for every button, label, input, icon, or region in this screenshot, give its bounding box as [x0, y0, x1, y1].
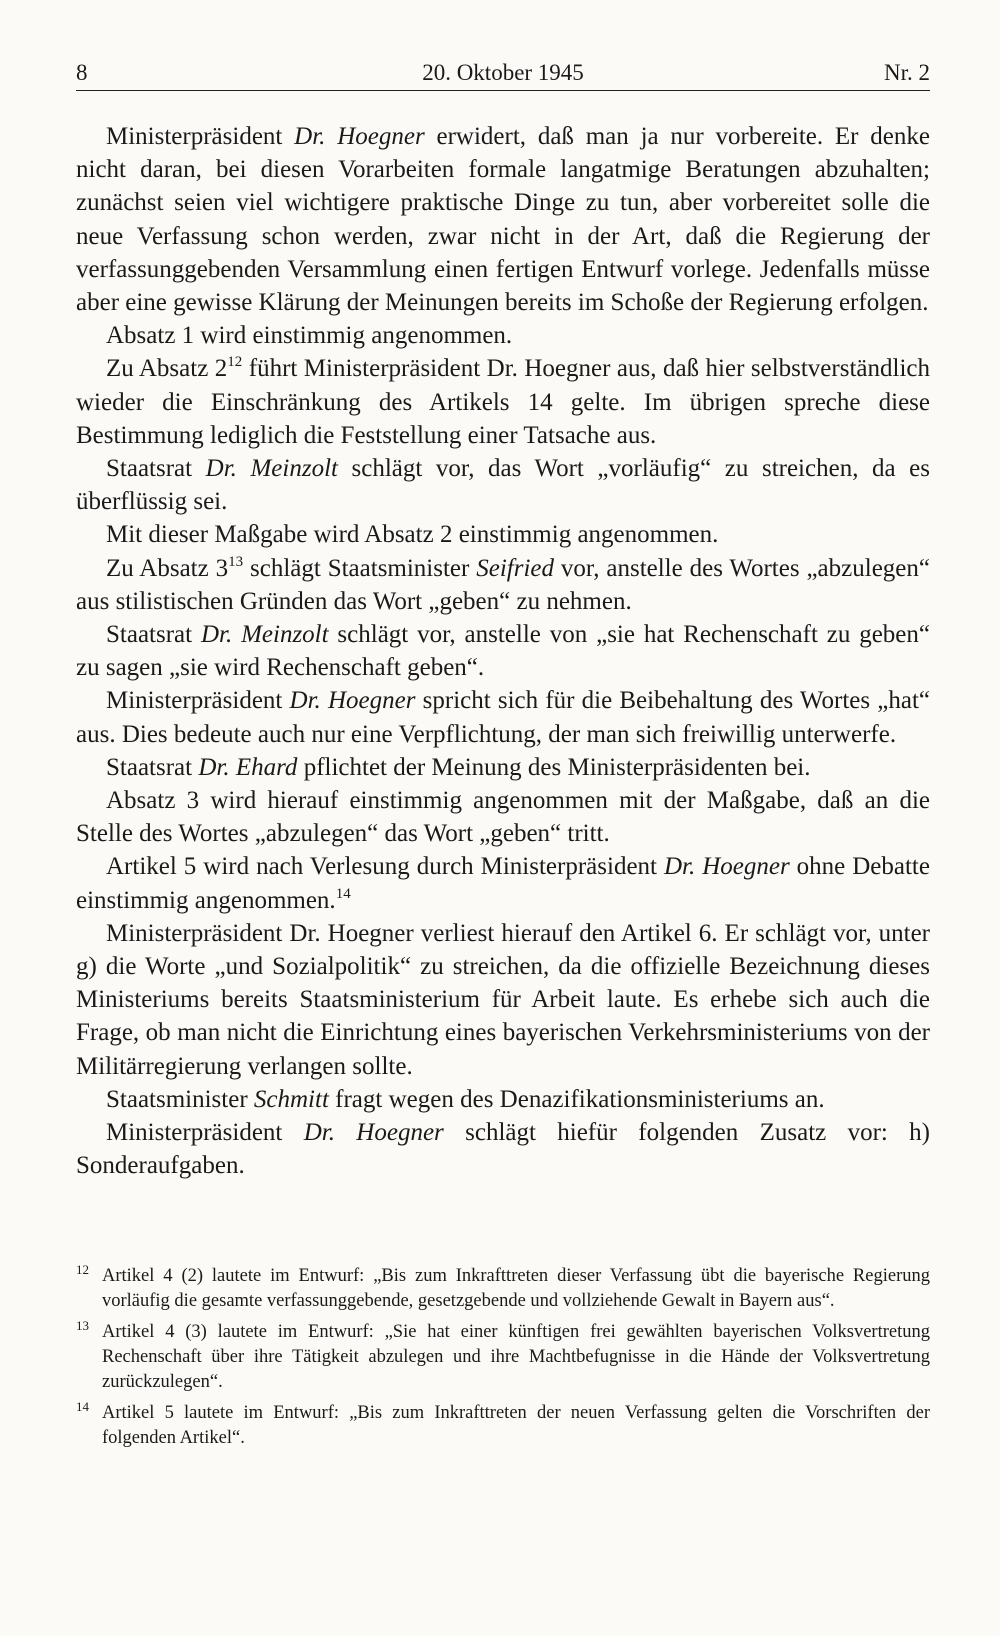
footnote — [76, 1264, 930, 1314]
paragraph-text: Mit dieser Maßgabe wird Absatz 2 einstimmig angenommen. — [106, 521, 719, 549]
paragraph-text: schlägt Staatsminister — [243, 554, 477, 582]
paragraph-text: Ministerpräsident — [106, 1119, 304, 1147]
paragraph-text: Absatz 3 wird hierauf einstimmig angenommen mit der Maßgabe, daß an die Stelle des Wortes „abzulegen“ das Wort „geben“ tritt. — [76, 787, 930, 848]
body-text — [76, 120, 930, 1183]
paragraph — [76, 319, 930, 352]
paragraph-text: Zu Absatz 3 — [106, 554, 229, 582]
header-issue: Nr. 2 — [884, 60, 930, 85]
speaker-name: Schmitt — [253, 1085, 329, 1113]
paragraph — [76, 552, 930, 618]
paragraph — [76, 352, 930, 452]
paragraph — [76, 784, 930, 850]
footnote — [76, 1320, 930, 1395]
paragraph — [76, 452, 930, 518]
footnote-number: 14 — [76, 1399, 89, 1414]
paragraph-text: Staatsrat — [106, 455, 206, 483]
paragraph-text: schlägt hiefür folgenden Zusatz vor: h) Sonderaufgaben. — [76, 1119, 930, 1180]
page-number: 8 — [76, 60, 88, 85]
footnote-ref: 12 — [227, 354, 243, 371]
running-header — [76, 56, 930, 91]
speaker-name: Dr. Ehard — [198, 753, 298, 781]
paragraph-text: vor, anstelle des Wortes „abzulegen“ aus stilistischen Gründen das Wort „geben“ zu nehmen. — [76, 554, 930, 615]
paragraph — [76, 1083, 930, 1116]
paragraph-text: Ministerpräsident Dr. Hoegner verliest hierauf den Artikel 6. Er schlägt vor, unter g) die Worte „und Sozialpolitik“ zu streichen, da die offizielle Bezeichnung dieses Ministeriums bereits Staatsministerium für Arbeit laute. Es erhebe sich auch die Frage, ob man nicht die Einrichtung eines bayerischen Verkehrsministeriums von der Militärregierung verlangen sollte. — [76, 919, 930, 1080]
footnote-text: Artikel 4 (2) lautete im Entwurf: „Bis zum Inkrafttreten dieser Verfassung übt die bayerische Regierung vorläufig die gesamte verfassunggebende, gesetzgebende und vollziehende Gewalt in Bayern aus“. — [102, 1266, 930, 1311]
paragraph — [76, 120, 930, 319]
paragraph — [76, 850, 930, 916]
footnote-ref: 14 — [335, 885, 351, 902]
paragraph-text: Staatsrat — [106, 621, 201, 649]
header-date: 20. Oktober 1945 — [422, 60, 584, 85]
paragraph-text: fragt wegen des Denazifikationsministeriums an. — [328, 1085, 825, 1113]
paragraph — [76, 618, 930, 684]
paragraph-text: Staatsminister — [106, 1085, 254, 1113]
paragraph — [76, 751, 930, 784]
paragraph-text: erwidert, daß man ja nur vorbereite. Er denke nicht daran, bei diesen Vorarbeiten formale langatmige Beratungen abzuhalten; zunächst seien viel wichtigere praktische Dinge zu tun, aber vorbereitet solle die neue Verfassung schon werden, zwar nicht in der Art, daß die Regierung der verfassunggebenden Versammlung einen fertigen Entwurf vorlege. Jedenfalls müsse aber eine gewisse Klärung der Meinungen bereits im Schoße der Regierung erfolgen. — [76, 123, 930, 317]
paragraph — [76, 518, 930, 551]
paragraph — [76, 1116, 930, 1182]
paragraph-text: Ministerpräsident — [106, 123, 295, 150]
paragraph-text: Artikel 5 wird nach Verlesung durch Ministerpräsident — [106, 853, 664, 881]
paragraph-text: spricht sich für die Beibehaltung des Wortes „hat“ aus. Dies bedeute auch nur eine Verpflichtung, der man sich freiwillig unterwerfe. — [76, 687, 930, 748]
footnote-ref: 13 — [228, 553, 244, 570]
paragraph-text: pflichtet der Meinung des Ministerpräsidenten bei. — [297, 753, 811, 781]
footnote — [76, 1401, 930, 1451]
footnote-number: 13 — [76, 1318, 89, 1333]
paragraph-text: Zu Absatz 2 — [106, 355, 228, 383]
speaker-name: Seifried — [476, 554, 555, 582]
paragraph-text: Ministerpräsident — [106, 687, 290, 715]
speaker-name: Dr. Hoegner — [663, 853, 790, 881]
paragraph — [76, 684, 930, 750]
paragraph-text: führt Ministerpräsident Dr. Hoegner aus, daß hier selbstverständlich wieder die Einschränkung des Artikels 14 gelte. Im übrigen spreche diese Bestimmung lediglich die Feststellung einer Tatsache aus. — [76, 355, 930, 449]
speaker-name: Dr. Meinzolt — [205, 455, 338, 483]
paragraph-text: schlägt vor, anstelle von „sie hat Rechenschaft zu geben“ zu sagen „sie wird Rechenschaft geben“. — [76, 621, 930, 682]
speaker-name: Dr. Hoegner — [303, 1119, 444, 1147]
speaker-name: Dr. Meinzolt — [200, 621, 329, 649]
paragraph-text: schlägt vor, das Wort „vorläufig“ zu streichen, da es überflüssig sei. — [76, 455, 930, 516]
paragraph-text: Absatz 1 wird einstimmig angenommen. — [106, 322, 513, 350]
speaker-name: Dr. Hoegner — [294, 123, 425, 150]
paragraph-text: ohne Debatte einstimmig angenommen. — [76, 853, 930, 914]
footnote-text: Artikel 5 lautete im Entwurf: „Bis zum Inkrafttreten der neuen Verfassung gelten die Vorschriften der folgenden Artikel“. — [102, 1403, 930, 1448]
paragraph-text: Staatsrat — [106, 753, 199, 781]
footnotes — [76, 1264, 930, 1457]
footnote-number: 12 — [76, 1262, 89, 1277]
speaker-name: Dr. Hoegner — [289, 687, 416, 715]
paragraph — [76, 917, 930, 1083]
footnote-text: Artikel 4 (3) lautete im Entwurf: „Sie hat einer künftigen frei gewählten bayerischen Volksvertretung Rechenschaft über ihre Tätigkeit abzulegen und ihre Machtbefugnisse in die Hände der Volksvertretung zurückzulegen“. — [102, 1322, 930, 1392]
